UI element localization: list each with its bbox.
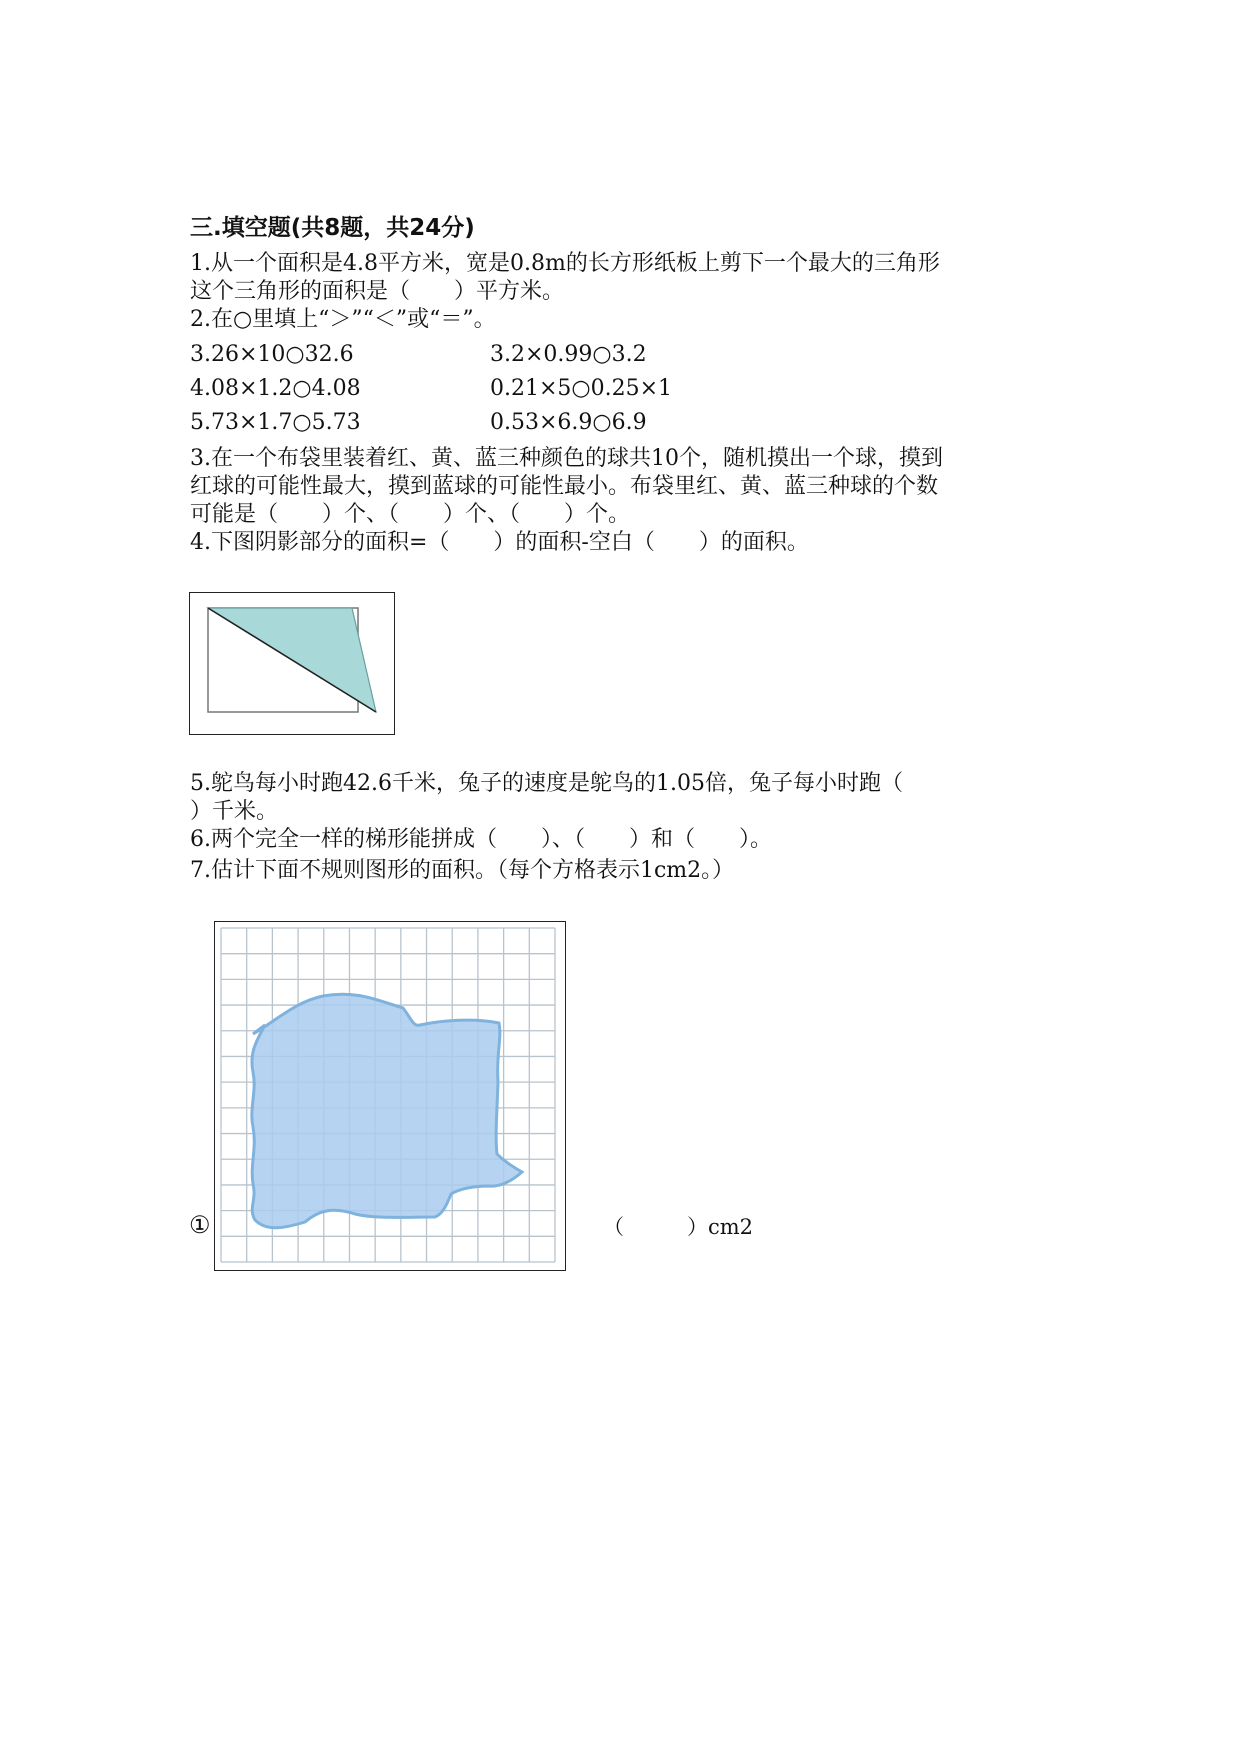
question-3-line-1: 3.在一个布袋里装着红、黄、蓝三种颜色的球共10个，随机摸出一个球，摸到 xyxy=(190,446,943,471)
comparison-row-2-left: 4.08×1.2○4.08 xyxy=(190,376,361,401)
section-heading: 三.填空题(共8题，共24分) xyxy=(190,215,475,241)
comparison-row-3-right: 0.53×6.9○6.9 xyxy=(490,410,647,435)
question-3-line-3: 可能是（ ）个、（ ）个、（ ）个。 xyxy=(190,502,631,527)
question-5-line-1: 5.鸵鸟每小时跑42.6千米，兔子的速度是鸵鸟的1.05倍，兔子每小时跑（ xyxy=(190,771,903,796)
shaded-area-drawing xyxy=(190,593,393,733)
comparison-row-2-right: 0.21×5○0.25×1 xyxy=(490,376,673,401)
shaded-area-figure xyxy=(189,592,395,735)
comparison-row-3-left: 5.73×1.7○5.73 xyxy=(190,410,361,435)
comparison-row-1-left: 3.26×10○32.6 xyxy=(190,342,354,367)
question-1-line-2: 这个三角形的面积是（ ）平方米。 xyxy=(190,279,565,304)
question-4-line-1: 4.下图阴影部分的面积=（ ）的面积-空白（ ）的面积。 xyxy=(190,530,809,555)
question-5-line-2: ）千米。 xyxy=(190,799,279,824)
question-2-instruction: 2.在○里填上“＞”“＜”或“＝”。 xyxy=(190,307,496,332)
question-7-line-1: 7.估计下面不规则图形的面积。（每个方格表示1cm2。） xyxy=(190,858,735,883)
irregular-shape-figure xyxy=(214,921,566,1271)
question-1-line-1: 1.从一个面积是4.8平方米，宽是0.8m的长方形纸板上剪下一个最大的三角形 xyxy=(190,251,940,276)
area-answer-blank: （ ）cm2 xyxy=(603,1215,754,1239)
question-3-line-2: 红球的可能性最大，摸到蓝球的可能性最小。布袋里红、黄、蓝三种球的个数 xyxy=(190,474,939,499)
item-number-marker: ① xyxy=(189,1211,211,1239)
irregular-shape xyxy=(252,994,522,1228)
comparison-row-1-right: 3.2×0.99○3.2 xyxy=(490,342,647,367)
grid-drawing xyxy=(215,922,564,1269)
question-6-line-1: 6.两个完全一样的梯形能拼成（ ）、（ ）和（ ）。 xyxy=(190,827,772,852)
